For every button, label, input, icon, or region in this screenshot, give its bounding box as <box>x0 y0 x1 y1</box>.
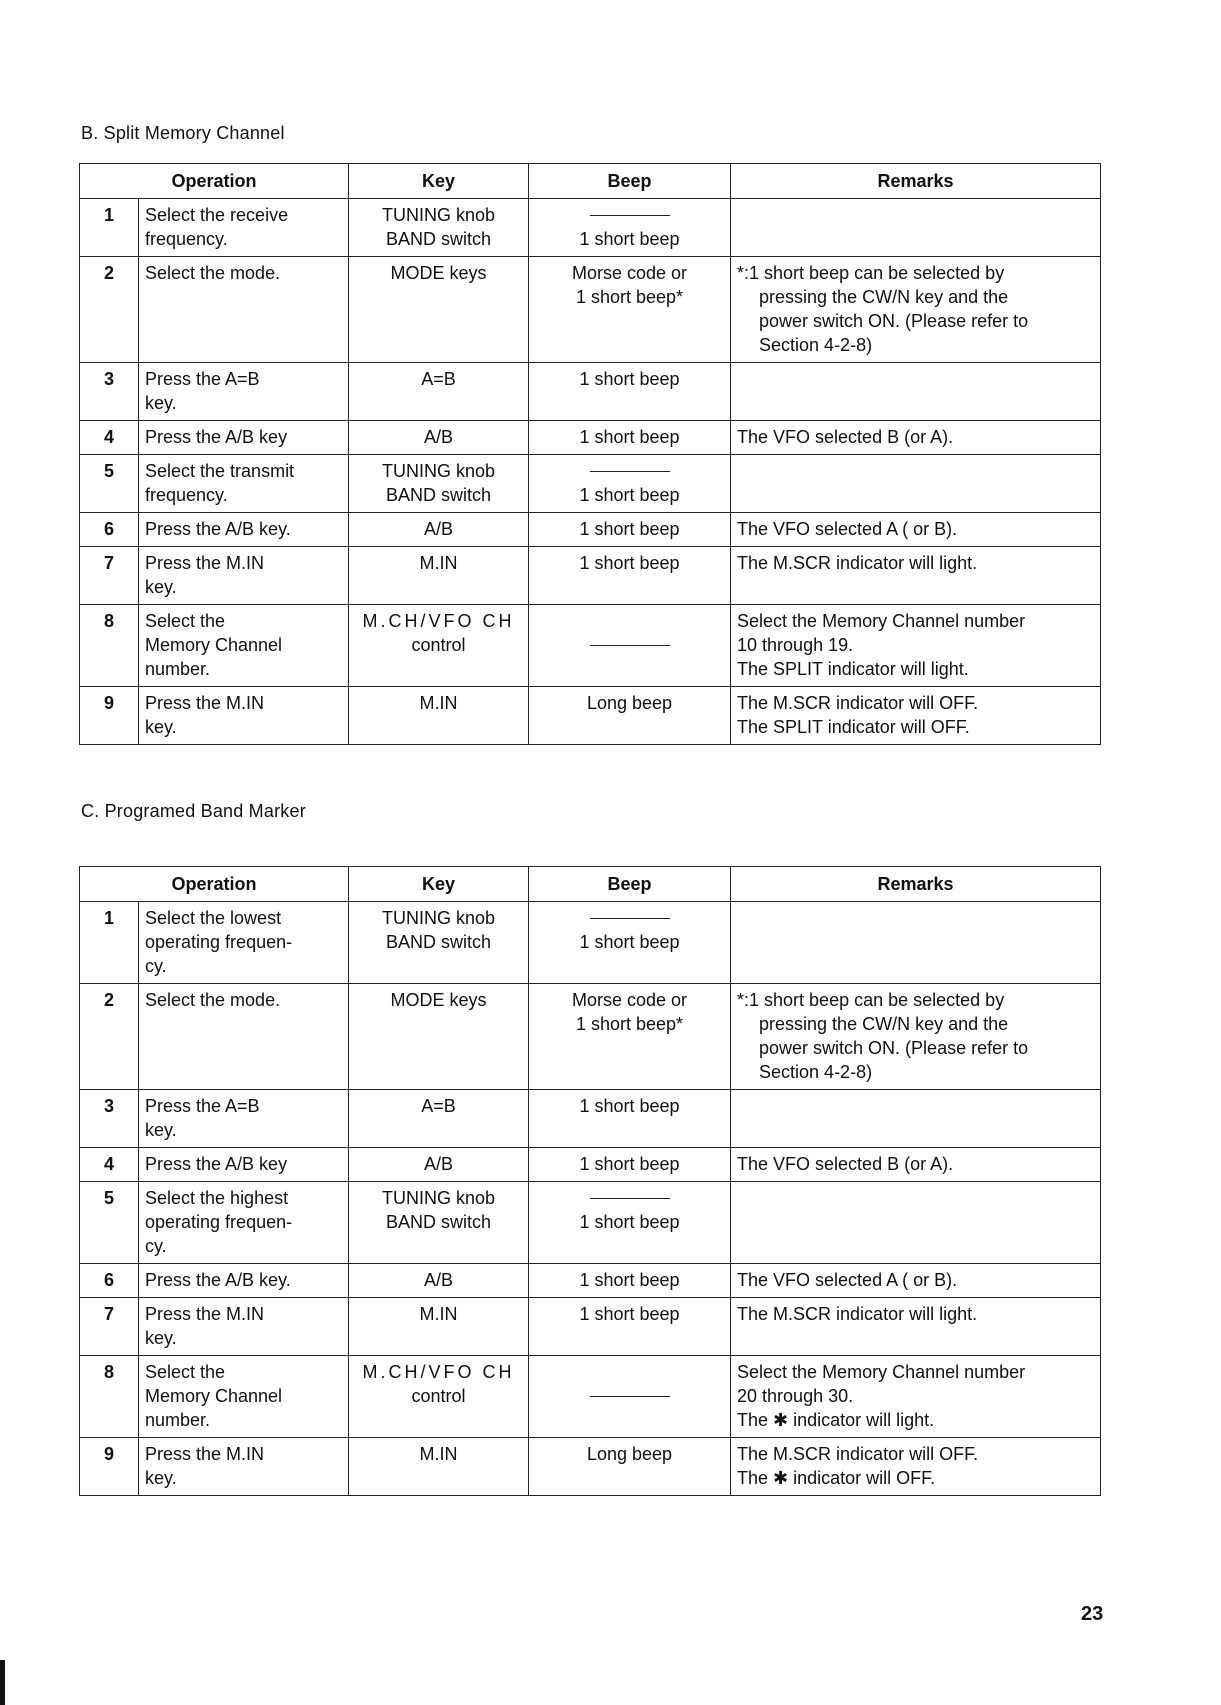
key-cell <box>349 455 529 513</box>
beep-cell <box>529 902 731 984</box>
beep-text: 1 short beep <box>579 485 680 505</box>
remarks-text: The M.SCR indicator will light. <box>737 1304 978 1324</box>
beep-dash <box>590 215 670 216</box>
operation-text: frequency. <box>145 485 228 505</box>
step-number: 4 <box>80 421 139 455</box>
operation-cell <box>139 199 349 257</box>
operation-text: Press the M.IN <box>145 693 265 713</box>
step-number: 9 <box>80 1438 139 1496</box>
remarks-cell <box>731 421 1101 455</box>
key-text: M.IN <box>419 693 458 713</box>
operation-text: Press the A/B key. <box>145 519 291 539</box>
operation-text: Press the A/B key <box>145 427 288 447</box>
beep-dash <box>590 471 670 472</box>
key-text: M.IN <box>419 1304 458 1324</box>
remarks-cell <box>731 1148 1101 1182</box>
key-text: TUNING knob <box>382 1188 496 1208</box>
operation-cell <box>139 1438 349 1496</box>
remarks-text: Section 4-2-8) <box>759 335 873 355</box>
beep-cell <box>529 687 731 745</box>
table-row <box>80 1356 1101 1438</box>
beep-text: Morse code or <box>571 263 688 283</box>
beep-cell <box>529 257 731 363</box>
step-number: 3 <box>80 363 139 421</box>
table-row <box>80 1438 1101 1496</box>
key-cell <box>349 199 529 257</box>
operation-text: Select the <box>145 1362 226 1382</box>
operation-cell <box>139 421 349 455</box>
key-cell <box>349 1298 529 1356</box>
operation-cell <box>139 455 349 513</box>
remarks-cell <box>731 199 1101 257</box>
operation-text: Press the A/B key. <box>145 1270 291 1290</box>
beep-text: 1 short beep <box>579 1270 680 1290</box>
beep-cell <box>529 1182 731 1264</box>
key-cell <box>349 902 529 984</box>
remarks-cell <box>731 455 1101 513</box>
table-row <box>80 455 1101 513</box>
beep-text: 1 short beep <box>579 427 680 447</box>
remarks-cell <box>731 363 1101 421</box>
key-cell <box>349 1182 529 1264</box>
remarks-text: *:1 short beep can be selected by <box>737 263 1005 283</box>
step-number: 1 <box>80 902 139 984</box>
beep-text: 1 short beep <box>579 1096 680 1116</box>
remarks-text: Select the Memory Channel number <box>737 1362 1026 1382</box>
programed-band-marker-rows <box>80 902 1101 1496</box>
key-text: A/B <box>424 519 454 539</box>
key-cell <box>349 547 529 605</box>
step-number: 6 <box>80 513 139 547</box>
operation-text: cy. <box>145 956 167 976</box>
operation-cell <box>139 1090 349 1148</box>
key-cell <box>349 1264 529 1298</box>
remarks-text: The M.SCR indicator will light. <box>737 553 978 573</box>
remarks-cell <box>731 605 1101 687</box>
split-memory-channel-rows <box>80 199 1101 745</box>
operation-text: Select the <box>145 611 226 631</box>
step-number: 8 <box>80 1356 139 1438</box>
remarks-text: Select the Memory Channel number <box>737 611 1026 631</box>
header-operation: Operation <box>80 867 349 902</box>
remarks-text: power switch ON. (Please refer to <box>759 1038 1029 1058</box>
key-text: TUNING knob <box>382 908 496 928</box>
table-row <box>80 199 1101 257</box>
table-row <box>80 1264 1101 1298</box>
remarks-text: The SPLIT indicator will light. <box>737 659 969 679</box>
key-text: A=B <box>421 369 456 389</box>
table-row <box>80 687 1101 745</box>
table-row <box>80 605 1101 687</box>
key-text: BAND switch <box>386 1212 492 1232</box>
remarks-text: The M.SCR indicator will OFF. <box>737 693 979 713</box>
key-text: control <box>411 1386 466 1406</box>
operation-text: frequency. <box>145 229 228 249</box>
key-text: MODE keys <box>390 263 487 283</box>
table-row <box>80 984 1101 1090</box>
step-number: 5 <box>80 455 139 513</box>
beep-cell <box>529 421 731 455</box>
remarks-text: The M.SCR indicator will OFF. <box>737 1444 979 1464</box>
beep-cell <box>529 1356 731 1438</box>
step-number: 3 <box>80 1090 139 1148</box>
remarks-cell <box>731 687 1101 745</box>
beep-cell <box>529 1298 731 1356</box>
remarks-cell <box>731 1298 1101 1356</box>
beep-text: 1 short beep <box>579 519 680 539</box>
operation-text: cy. <box>145 1236 167 1256</box>
step-number: 2 <box>80 984 139 1090</box>
operation-text: Select the lowest <box>145 908 282 928</box>
remarks-cell <box>731 1438 1101 1496</box>
table-row <box>80 421 1101 455</box>
step-number: 2 <box>80 257 139 363</box>
operation-text: Memory Channel <box>145 635 283 655</box>
operation-cell <box>139 1148 349 1182</box>
remarks-cell <box>731 1182 1101 1264</box>
table-header-row <box>80 164 1101 199</box>
key-cell <box>349 1148 529 1182</box>
remarks-cell <box>731 1356 1101 1438</box>
remarks-cell <box>731 257 1101 363</box>
key-text: control <box>411 635 466 655</box>
operation-text: Select the transmit <box>145 461 295 481</box>
key-cell <box>349 687 529 745</box>
header-beep: Beep <box>529 867 731 902</box>
key-cell <box>349 257 529 363</box>
operation-cell <box>139 1298 349 1356</box>
header-beep: Beep <box>529 164 731 199</box>
key-text: M.IN <box>419 1444 458 1464</box>
operation-cell <box>139 547 349 605</box>
scan-edge-mark <box>0 1660 5 1705</box>
table-row <box>80 1090 1101 1148</box>
beep-cell <box>529 984 731 1090</box>
operation-text: Press the M.IN <box>145 1304 265 1324</box>
section-c-title: C. Programed Band Marker <box>81 801 306 821</box>
remarks-text: power switch ON. (Please refer to <box>759 311 1029 331</box>
beep-text: 1 short beep* <box>575 1014 684 1034</box>
operation-text: Memory Channel <box>145 1386 283 1406</box>
remarks-cell <box>731 513 1101 547</box>
key-text: BAND switch <box>386 932 492 952</box>
programed-band-marker-table <box>79 866 1101 1496</box>
remarks-text: The ✱ indicator will light. <box>737 1410 935 1430</box>
page-number: 23 <box>1081 1603 1104 1625</box>
operation-text: key. <box>145 393 177 413</box>
beep-cell <box>529 455 731 513</box>
header-operation: Operation <box>80 164 349 199</box>
header-remarks: Remarks <box>731 164 1101 199</box>
beep-cell <box>529 513 731 547</box>
header-key: Key <box>349 164 529 199</box>
beep-dash <box>590 1198 670 1199</box>
operation-text: key. <box>145 1120 177 1140</box>
key-text: BAND switch <box>386 229 492 249</box>
key-cell <box>349 1090 529 1148</box>
beep-none-dash <box>590 1396 670 1397</box>
operation-cell <box>139 605 349 687</box>
remarks-text: pressing the CW/N key and the <box>759 1014 1009 1034</box>
step-number: 9 <box>80 687 139 745</box>
operation-cell <box>139 902 349 984</box>
operation-text: key. <box>145 1468 177 1488</box>
beep-text: Long beep <box>586 1444 673 1464</box>
beep-cell <box>529 1090 731 1148</box>
operation-text: Press the A=B <box>145 1096 260 1116</box>
key-text: A/B <box>424 1154 454 1174</box>
remarks-text: *:1 short beep can be selected by <box>737 990 1005 1010</box>
beep-text: 1 short beep <box>579 932 680 952</box>
operation-cell <box>139 1356 349 1438</box>
remarks-cell <box>731 902 1101 984</box>
beep-text: Long beep <box>586 693 673 713</box>
beep-cell <box>529 1264 731 1298</box>
step-number: 6 <box>80 1264 139 1298</box>
table-header-row <box>80 867 1101 902</box>
table-row <box>80 1182 1101 1264</box>
beep-cell <box>529 363 731 421</box>
table-row <box>80 547 1101 605</box>
beep-cell <box>529 605 731 687</box>
beep-text: 1 short beep <box>579 1304 680 1324</box>
operation-text: Press the M.IN <box>145 1444 265 1464</box>
remarks-cell <box>731 1264 1101 1298</box>
remarks-text: The ✱ indicator will OFF. <box>737 1468 936 1488</box>
remarks-cell <box>731 984 1101 1090</box>
header-remarks: Remarks <box>731 867 1101 902</box>
remarks-text: 10 through 19. <box>737 635 854 655</box>
step-number: 5 <box>80 1182 139 1264</box>
beep-text: 1 short beep <box>579 369 680 389</box>
beep-dash <box>590 918 670 919</box>
remarks-text: Section 4-2-8) <box>759 1062 873 1082</box>
key-text: TUNING knob <box>382 205 496 225</box>
beep-cell <box>529 547 731 605</box>
key-text: MODE keys <box>390 990 487 1010</box>
operation-text: number. <box>145 659 211 679</box>
table-row <box>80 1148 1101 1182</box>
key-cell <box>349 1356 529 1438</box>
beep-cell <box>529 1438 731 1496</box>
remarks-cell <box>731 1090 1101 1148</box>
remarks-text: The VFO selected A ( or B). <box>737 1270 958 1290</box>
beep-text: 1 short beep <box>579 1154 680 1174</box>
operation-text: Select the mode. <box>145 263 281 283</box>
operation-cell <box>139 363 349 421</box>
operation-cell <box>139 984 349 1090</box>
key-text: M.CH/VFO CH <box>362 1362 515 1382</box>
remarks-text: The SPLIT indicator will OFF. <box>737 717 970 737</box>
operation-text: Press the A/B key <box>145 1154 288 1174</box>
step-number: 4 <box>80 1148 139 1182</box>
key-text: A/B <box>424 1270 454 1290</box>
beep-text: 1 short beep* <box>575 287 684 307</box>
step-number: 7 <box>80 1298 139 1356</box>
step-number: 8 <box>80 605 139 687</box>
operation-cell <box>139 513 349 547</box>
remarks-text: The VFO selected A ( or B). <box>737 519 958 539</box>
split-memory-channel-table <box>79 163 1101 745</box>
step-number: 1 <box>80 199 139 257</box>
key-text: M.IN <box>419 553 458 573</box>
operation-text: Select the highest <box>145 1188 289 1208</box>
key-cell <box>349 984 529 1090</box>
table-row <box>80 363 1101 421</box>
operation-text: operating frequen- <box>145 1212 293 1232</box>
remarks-text: pressing the CW/N key and the <box>759 287 1009 307</box>
table-row <box>80 1298 1101 1356</box>
key-text: A=B <box>421 1096 456 1116</box>
operation-text: Press the M.IN <box>145 553 265 573</box>
key-cell <box>349 513 529 547</box>
beep-cell <box>529 199 731 257</box>
operation-text: Select the mode. <box>145 990 281 1010</box>
beep-text: 1 short beep <box>579 1212 680 1232</box>
step-number: 7 <box>80 547 139 605</box>
operation-text: Press the A=B <box>145 369 260 389</box>
key-cell <box>349 363 529 421</box>
operation-cell <box>139 257 349 363</box>
operation-text: key. <box>145 717 177 737</box>
key-text: M.CH/VFO CH <box>362 611 515 631</box>
beep-text: 1 short beep <box>579 229 680 249</box>
beep-cell <box>529 1148 731 1182</box>
beep-text: 1 short beep <box>579 553 680 573</box>
operation-text: Select the receive <box>145 205 289 225</box>
table-row <box>80 257 1101 363</box>
table-row <box>80 902 1101 984</box>
operation-text: key. <box>145 577 177 597</box>
key-text: TUNING knob <box>382 461 496 481</box>
operation-text: key. <box>145 1328 177 1348</box>
operation-cell <box>139 1264 349 1298</box>
section-b-title: B. Split Memory Channel <box>81 123 285 143</box>
beep-text: Morse code or <box>571 990 688 1010</box>
beep-none-dash <box>590 645 670 646</box>
remarks-text: The VFO selected B (or A). <box>737 427 954 447</box>
key-cell <box>349 605 529 687</box>
key-text: A/B <box>424 427 454 447</box>
header-key: Key <box>349 867 529 902</box>
key-cell <box>349 421 529 455</box>
remarks-text: The VFO selected B (or A). <box>737 1154 954 1174</box>
operation-cell <box>139 1182 349 1264</box>
remarks-cell <box>731 547 1101 605</box>
table-row <box>80 513 1101 547</box>
operation-text: number. <box>145 1410 211 1430</box>
remarks-text: 20 through 30. <box>737 1386 854 1406</box>
operation-text: operating frequen- <box>145 932 293 952</box>
operation-cell <box>139 687 349 745</box>
key-text: BAND switch <box>386 485 492 505</box>
key-cell <box>349 1438 529 1496</box>
